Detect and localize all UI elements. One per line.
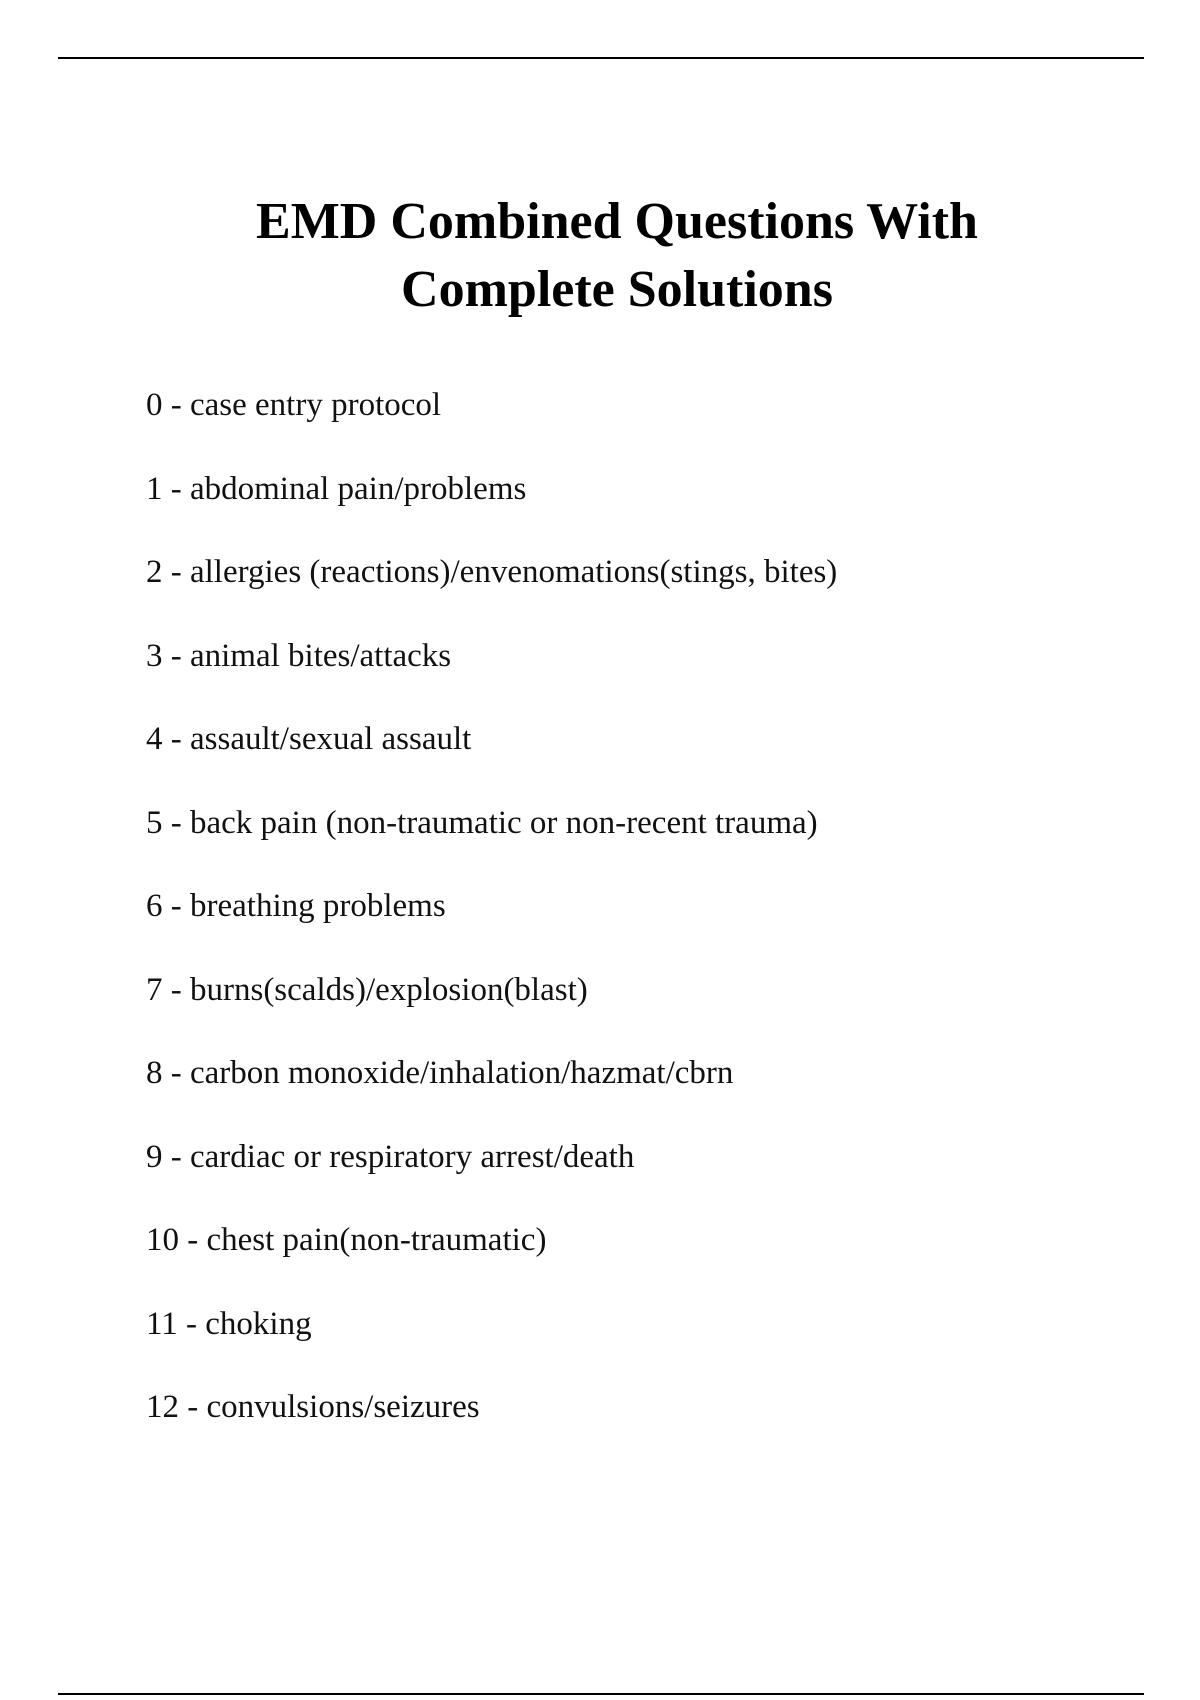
list-item: 6 - breathing problems xyxy=(146,888,446,924)
title-line-1: EMD Combined Questions With xyxy=(256,193,978,250)
title-line-2: Complete Solutions xyxy=(401,261,833,318)
page-title xyxy=(0,188,1200,324)
list-item: 0 - case entry protocol xyxy=(146,387,442,423)
list-item: 5 - back pain (non-traumatic or non-recent trauma) xyxy=(146,804,818,841)
list-item: 7 - burns(scalds)/explosion(blast) xyxy=(146,971,588,1008)
list-item: 4 - assault/sexual assault xyxy=(146,721,472,757)
list-item: 1 - abdominal pain/problems xyxy=(146,470,527,507)
top-divider xyxy=(58,57,1144,59)
list-item: 8 - carbon monoxide/inhalation/hazmat/cbrn xyxy=(146,1055,734,1091)
bottom-divider xyxy=(58,1693,1144,1695)
list-item: 11 - choking xyxy=(146,1305,312,1342)
list-item: 2 - allergies (reactions)/envenomations(stings, bites) xyxy=(146,554,838,590)
list-item: 12 - convulsions/seizures xyxy=(146,1389,480,1425)
list-item: 9 - cardiac or respiratory arrest/death xyxy=(146,1138,635,1175)
list-item: 3 - animal bites/attacks xyxy=(146,637,452,674)
protocol-list xyxy=(146,379,837,1465)
list-item: 10 - chest pain(non-traumatic) xyxy=(146,1222,547,1258)
